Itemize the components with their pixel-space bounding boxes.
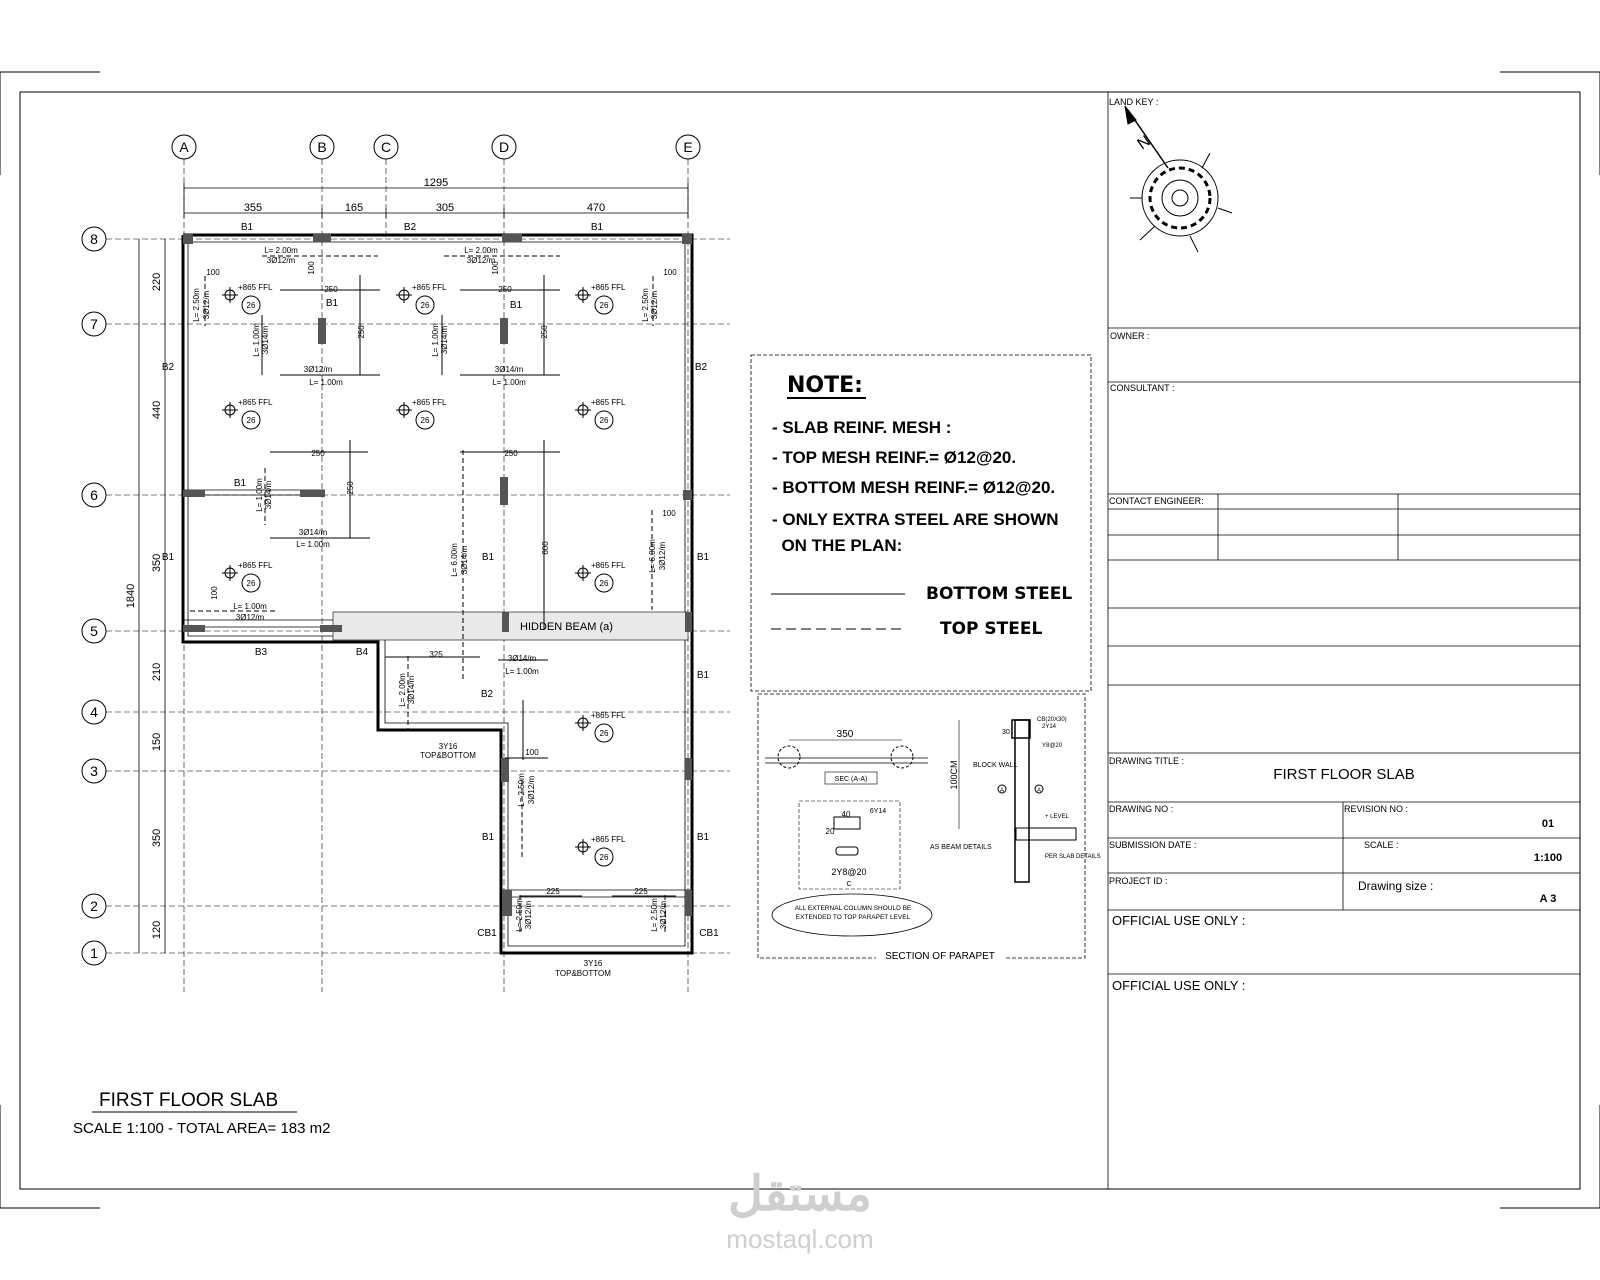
svg-text:225: 225: [634, 887, 648, 896]
svg-text:L= 1.00m: L= 1.00m: [233, 602, 267, 611]
svg-text:B1: B1: [696, 670, 710, 681]
svg-text:3Ø12/m: 3Ø12/m: [527, 775, 536, 805]
svg-text:100: 100: [307, 261, 316, 275]
grid-row-1: [82, 941, 106, 965]
svg-text:26: 26: [420, 301, 430, 310]
svg-text:- TOP MESH REINF.= Ø12@20.: - TOP MESH REINF.= Ø12@20.: [772, 448, 1017, 467]
svg-text:210: 210: [151, 662, 163, 682]
svg-text:3Ø14/m: 3Ø14/m: [264, 480, 273, 510]
legend-top-steel: TOP STEEL: [940, 619, 1043, 639]
svg-text:26: 26: [246, 579, 256, 588]
grid-col-d: [492, 135, 516, 159]
svg-text:250: 250: [540, 325, 549, 339]
title-block: [1108, 92, 1580, 1189]
svg-text:7: 7: [90, 316, 98, 332]
grid-col-b: [310, 135, 334, 159]
svg-text:B1: B1: [481, 552, 495, 563]
svg-text:3Ø14/m: 3Ø14/m: [494, 365, 524, 374]
svg-text:1: 1: [90, 945, 98, 961]
svg-text:B1: B1: [509, 300, 523, 311]
svg-text:B1: B1: [233, 478, 247, 489]
svg-text:250: 250: [504, 449, 518, 458]
grid-row-4: [82, 700, 106, 724]
ffl-marker: [222, 398, 273, 429]
svg-text:1295: 1295: [423, 177, 449, 189]
svg-text:3Ø12/m: 3Ø12/m: [466, 256, 496, 265]
legend-bottom-steel: BOTTOM STEEL: [926, 584, 1073, 604]
svg-text:B4: B4: [355, 647, 369, 658]
svg-text:DRAWING NO :: DRAWING NO :: [1109, 804, 1174, 814]
svg-text:B2: B2: [480, 689, 494, 700]
svg-text:OFFICIAL USE ONLY :: OFFICIAL USE ONLY :: [1112, 913, 1246, 928]
svg-text:600: 600: [541, 541, 550, 555]
svg-text:20: 20: [825, 827, 835, 836]
svg-text:OWNER :: OWNER :: [1110, 331, 1150, 341]
svg-text:350: 350: [836, 729, 854, 740]
svg-text:SCALE :: SCALE :: [1364, 840, 1399, 850]
column-note: ALL EXTERNAL COLUMN SHOULD BE EXTENDED TO TOP PARAPET LEVEL: [794, 905, 912, 921]
svg-text:B2: B2: [694, 362, 708, 373]
svg-text:100: 100: [210, 586, 219, 600]
svg-text:DRAWING TITLE :: DRAWING TITLE :: [1109, 756, 1185, 766]
ffl-marker: [575, 561, 626, 592]
note-box: [751, 355, 1091, 691]
svg-text:250: 250: [498, 285, 512, 294]
svg-text:D: D: [498, 139, 510, 155]
svg-text:165: 165: [344, 202, 364, 214]
svg-text:1840: 1840: [125, 583, 137, 609]
svg-text:L= 1.00m: L= 1.00m: [505, 667, 539, 676]
grid-row-lines: [106, 239, 730, 953]
svg-text:250: 250: [346, 481, 355, 495]
svg-text:L= 1.00m: L= 1.00m: [252, 323, 261, 357]
svg-text:305: 305: [435, 202, 455, 214]
grid-row-8: [82, 227, 106, 251]
compass-icon: [1125, 106, 1232, 252]
svg-text:250: 250: [357, 325, 366, 339]
rebar-lines: [190, 256, 676, 935]
svg-text:AS BEAM DETAILS: AS BEAM DETAILS: [930, 844, 992, 851]
svg-text:2: 2: [90, 898, 98, 914]
svg-text:3Ø14/m: 3Ø14/m: [460, 545, 469, 575]
svg-text:26: 26: [420, 416, 430, 425]
svg-text:L= 2.50m: L= 2.50m: [515, 898, 524, 932]
svg-text:325: 325: [429, 650, 443, 659]
svg-text:A: A: [999, 788, 1005, 794]
svg-text:40: 40: [841, 810, 851, 819]
svg-text:3Ø12/m: 3Ø12/m: [303, 365, 333, 374]
grid-row-7: [82, 312, 106, 336]
svg-text:+865 FFL: +865 FFL: [412, 283, 447, 292]
svg-text:CB1: CB1: [477, 928, 497, 939]
svg-text:+865 FFL: +865 FFL: [591, 283, 626, 292]
svg-text:8: 8: [90, 231, 98, 247]
svg-text:100: 100: [491, 261, 500, 275]
svg-text:B: B: [317, 139, 327, 155]
svg-text:26: 26: [599, 416, 609, 425]
svg-text:A: A: [1036, 788, 1042, 794]
svg-text:A 3: A 3: [1539, 893, 1557, 905]
svg-text:B1: B1: [481, 832, 495, 843]
ffl-marker: [222, 283, 273, 314]
svg-text:CB1: CB1: [699, 928, 719, 939]
svg-text:B1: B1: [696, 552, 710, 563]
svg-text:30: 30: [1002, 729, 1010, 736]
svg-text:225: 225: [546, 887, 560, 896]
svg-text:470: 470: [586, 202, 606, 214]
svg-text:SEC (A-A): SEC (A-A): [834, 776, 868, 783]
svg-text:3Ø14/m: 3Ø14/m: [507, 654, 537, 663]
svg-text:B1: B1: [240, 222, 254, 233]
svg-text:3Ø12/m: 3Ø12/m: [235, 613, 265, 622]
note-title: NOTE:: [787, 373, 863, 398]
svg-text:3Ø12/m: 3Ø12/m: [266, 256, 296, 265]
svg-text:L= 1.00m: L= 1.00m: [431, 323, 440, 357]
grid-row-3: [82, 759, 106, 783]
svg-text:3Ø12/m: 3Ø12/m: [524, 900, 533, 930]
svg-text:CB(20X30): CB(20X30): [1037, 717, 1067, 723]
svg-text:C: C: [380, 139, 392, 155]
svg-text:B1: B1: [590, 222, 604, 233]
svg-text:LAND KEY :: LAND KEY :: [1109, 97, 1159, 107]
svg-text:100: 100: [525, 748, 539, 757]
svg-text:N: N: [1134, 132, 1154, 154]
svg-text:3Ø14/m: 3Ø14/m: [261, 325, 270, 355]
grid-columns: [172, 135, 700, 159]
ffl-marker: [575, 283, 626, 314]
grid-row-6: [82, 483, 106, 507]
dimensions-top: [184, 177, 688, 218]
svg-text:100: 100: [662, 509, 676, 518]
svg-text:L= 1.00m: L= 1.00m: [492, 378, 526, 387]
svg-text:REVISION NO :: REVISION NO :: [1344, 804, 1409, 814]
svg-text:6: 6: [90, 487, 98, 503]
svg-text:Drawing size :: Drawing size :: [1358, 879, 1434, 893]
watermark-logo: مستقل: [728, 1168, 872, 1221]
svg-text:+865 FFL: +865 FFL: [238, 398, 273, 407]
svg-text:- ONLY EXTRA STEEL ARE SHOWN: - ONLY EXTRA STEEL ARE SHOWN: [772, 510, 1059, 529]
svg-text:+865 FFL: +865 FFL: [591, 835, 626, 844]
svg-text:L= 1.00m: L= 1.00m: [309, 378, 343, 387]
plan-title: FIRST FLOOR SLAB: [99, 1090, 279, 1111]
svg-text:3Y16: 3Y16: [438, 742, 458, 751]
svg-text:100CM: 100CM: [949, 760, 959, 790]
svg-text:3Ø14/m: 3Ø14/m: [440, 325, 449, 355]
svg-text:PER SLAB DETAILS: PER SLAB DETAILS: [1045, 854, 1101, 860]
plan-subtitle: SCALE 1:100 - TOTAL AREA= 183 m2: [73, 1120, 331, 1137]
ffl-marker: [222, 561, 273, 592]
parapet-section: [758, 694, 1101, 962]
title-block-text: [1109, 97, 1562, 993]
svg-text:TOP&BOTTOM: TOP&BOTTOM: [420, 751, 476, 760]
watermark-domain: mostaql.com: [726, 1224, 874, 1254]
svg-text:350: 350: [151, 828, 163, 848]
svg-text:3Ø12/m: 3Ø12/m: [659, 900, 668, 930]
svg-text:L= 2.00m: L= 2.00m: [398, 673, 407, 707]
svg-text:26: 26: [599, 853, 609, 862]
drawing-title: FIRST FLOOR SLAB: [1273, 766, 1415, 783]
svg-text:250: 250: [324, 285, 338, 294]
svg-text:L= 2.50m: L= 2.50m: [192, 288, 201, 322]
svg-text:C: C: [846, 881, 852, 888]
svg-text:L= 1.00m: L= 1.00m: [255, 478, 264, 512]
ffl-marker: [575, 835, 626, 866]
grid-col-e: [676, 135, 700, 159]
svg-text:B1: B1: [161, 552, 175, 563]
svg-text:BLOCK WALL: BLOCK WALL: [973, 762, 1018, 769]
svg-text:- SLAB REINF. MESH :: - SLAB REINF. MESH :: [772, 418, 952, 437]
svg-text:L= 2.50m: L= 2.50m: [650, 898, 659, 932]
svg-text:L= 6.00m: L= 6.00m: [450, 543, 459, 577]
svg-text:E: E: [683, 139, 693, 155]
hidden-beam: [333, 612, 688, 640]
svg-text:220: 220: [151, 272, 163, 292]
svg-text:L= 2.00m: L= 2.00m: [464, 246, 498, 255]
svg-text:3: 3: [90, 763, 98, 779]
ffl-marker: [575, 711, 626, 742]
ffl-marker: [396, 398, 447, 429]
svg-text:01: 01: [1541, 818, 1555, 830]
svg-text:B1: B1: [696, 832, 710, 843]
parapet-title: SECTION OF PARAPET: [885, 951, 995, 962]
svg-text:3Ø14/m: 3Ø14/m: [407, 675, 416, 705]
dimensions-left: [125, 239, 165, 953]
svg-text:Y8@20: Y8@20: [1042, 743, 1063, 749]
grid-row-2: [82, 894, 106, 918]
svg-text:2Y8@20: 2Y8@20: [831, 867, 867, 877]
plan-caption: [73, 1090, 331, 1137]
ffl-marker: [396, 283, 447, 314]
svg-text:3Ø12/m: 3Ø12/m: [658, 541, 667, 571]
svg-text:26: 26: [599, 729, 609, 738]
svg-text:PROJECT ID :: PROJECT ID :: [1109, 876, 1168, 886]
svg-text:3Ø14/m: 3Ø14/m: [298, 528, 328, 537]
svg-text:26: 26: [599, 301, 609, 310]
svg-text:5: 5: [90, 623, 98, 639]
svg-text:+865 FFL: +865 FFL: [591, 561, 626, 570]
svg-text:L= 6.00m: L= 6.00m: [648, 539, 657, 573]
ffl-markers: [222, 283, 626, 866]
svg-text:4: 4: [90, 704, 98, 720]
svg-text:B1: B1: [325, 298, 339, 309]
svg-text:SUBMISSION DATE :: SUBMISSION DATE :: [1109, 840, 1197, 850]
svg-text:L= 2.50m: L= 2.50m: [517, 773, 526, 807]
svg-text:A: A: [179, 139, 189, 155]
svg-text:L= 2.50m: L= 2.50m: [641, 288, 650, 322]
note-lines: [772, 418, 1059, 555]
ffl-marker: [575, 398, 626, 429]
grid-col-c: [374, 135, 398, 159]
svg-text:26: 26: [599, 579, 609, 588]
svg-text:B2: B2: [161, 362, 175, 373]
svg-text:ON THE PLAN:: ON THE PLAN:: [772, 536, 903, 555]
svg-text:3Ø12/m: 3Ø12/m: [202, 290, 211, 320]
svg-text:355: 355: [243, 202, 263, 214]
svg-text:TOP&BOTTOM: TOP&BOTTOM: [555, 969, 611, 978]
svg-text:100: 100: [663, 268, 677, 277]
svg-text:350: 350: [151, 553, 163, 573]
svg-text:1:100: 1:100: [1533, 852, 1563, 864]
svg-text:HIDDEN BEAM (a): HIDDEN BEAM (a): [520, 621, 613, 633]
svg-text:250: 250: [311, 449, 325, 458]
grid-col-a: [172, 135, 196, 159]
svg-text:26: 26: [246, 301, 256, 310]
svg-text:2Y14: 2Y14: [1042, 724, 1057, 730]
svg-text:150: 150: [151, 732, 163, 752]
svg-text:440: 440: [151, 400, 163, 420]
svg-text:CONTACT ENGINEER:: CONTACT ENGINEER:: [1109, 496, 1204, 506]
svg-text:CONSULTANT :: CONSULTANT :: [1110, 383, 1175, 393]
svg-text:6Y14: 6Y14: [869, 808, 887, 815]
grid-row-5: [82, 619, 106, 643]
svg-text:L= 1.00m: L= 1.00m: [296, 540, 330, 549]
svg-text:+865 FFL: +865 FFL: [591, 398, 626, 407]
svg-text:3Ø12/m: 3Ø12/m: [650, 290, 659, 320]
grid-rows: [82, 227, 106, 965]
watermark: [726, 1168, 873, 1254]
svg-text:+865 FFL: +865 FFL: [412, 398, 447, 407]
svg-text:3Y16: 3Y16: [583, 959, 603, 968]
svg-text:OFFICIAL USE ONLY :: OFFICIAL USE ONLY :: [1112, 978, 1246, 993]
svg-text:100: 100: [206, 268, 220, 277]
svg-text:B2: B2: [403, 222, 417, 233]
svg-text:+865 FFL: +865 FFL: [238, 561, 273, 570]
svg-text:120: 120: [151, 920, 163, 940]
svg-text:26: 26: [246, 416, 256, 425]
svg-text:L= 2.00m: L= 2.00m: [264, 246, 298, 255]
svg-text:- BOTTOM MESH REINF.= Ø12@20.: - BOTTOM MESH REINF.= Ø12@20.: [772, 478, 1056, 497]
svg-text:+865 FFL: +865 FFL: [238, 283, 273, 292]
svg-text:+865 FFL: +865 FFL: [591, 711, 626, 720]
svg-text:+ LEVEL: + LEVEL: [1045, 814, 1069, 820]
svg-text:B3: B3: [254, 647, 268, 658]
